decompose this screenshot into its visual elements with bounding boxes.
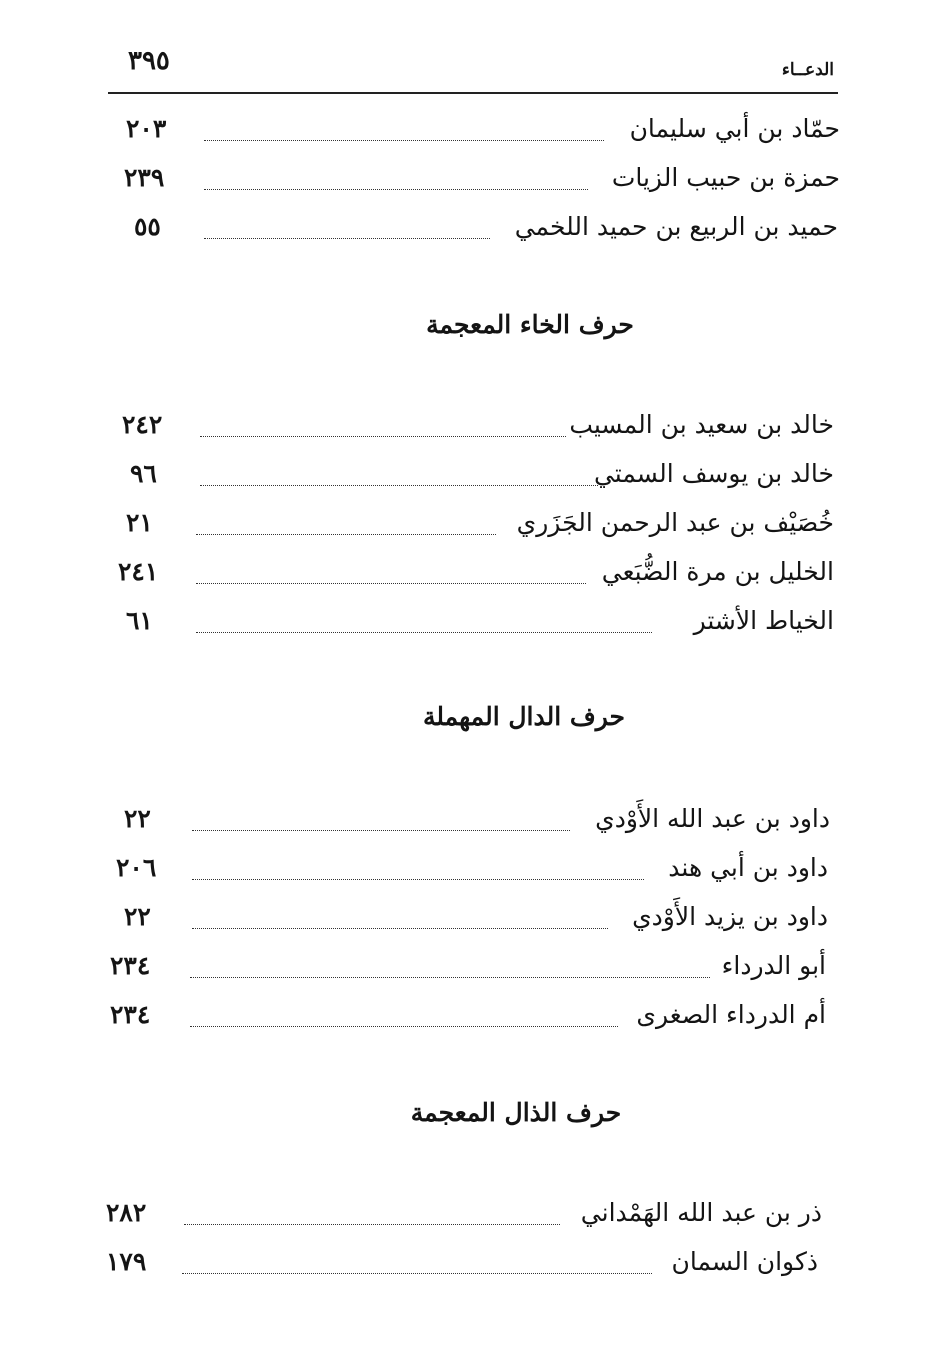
entry-page-number: ٢٨٢ — [106, 1198, 147, 1227]
leader-dots — [200, 436, 566, 437]
index-entry — [124, 804, 830, 844]
page-number: ٣٩٥ — [128, 46, 170, 76]
leader-dots — [192, 928, 608, 929]
entry-page-number: ٥٥ — [134, 212, 161, 241]
leader-dots — [190, 1026, 618, 1027]
entry-page-number: ٢٣٤ — [110, 951, 151, 980]
leader-dots — [196, 583, 586, 584]
leader-dots — [196, 632, 652, 633]
entry-page-number: ٢٢ — [124, 804, 151, 833]
leader-dots — [204, 189, 588, 190]
index-entry — [126, 508, 834, 548]
book-title: الدعــاء — [781, 60, 834, 80]
entry-name: أبو الدرداء — [721, 951, 826, 980]
entry-page-number: ٢٤٢ — [122, 410, 163, 439]
leader-dots — [184, 1224, 560, 1225]
entry-page-number: ٢٢ — [124, 902, 151, 931]
entry-name: ذكوان السمان — [671, 1247, 818, 1276]
entry-name: الخياط الأشتر — [693, 606, 834, 635]
entry-page-number: ٢٣٩ — [124, 163, 165, 192]
index-entry — [106, 1198, 822, 1238]
entry-name: خالد بن سعيد بن المسيب — [569, 410, 834, 439]
entry-name: داود بن عبد الله الأَوْدي — [595, 804, 830, 833]
entry-page-number: ٩٦ — [130, 459, 157, 488]
leader-dots — [192, 879, 644, 880]
section-heading: حرف الدال المهملة — [422, 702, 626, 731]
index-entry — [124, 163, 840, 203]
entry-page-number: ٢٤١ — [118, 557, 159, 586]
index-entry — [110, 1000, 826, 1040]
index-entry — [118, 557, 834, 597]
entry-name: حمّاد بن أبي سليمان — [629, 114, 840, 143]
index-entry — [110, 951, 826, 991]
entry-name: حميد بن الربيع بن حميد اللخمي — [514, 212, 838, 241]
entry-name: حمزة بن حبيب الزيات — [611, 163, 840, 192]
section-heading: حرف الخاء المعجمة — [426, 310, 634, 339]
entry-page-number: ٢١ — [126, 508, 153, 537]
index-entry — [124, 902, 828, 942]
index-entry — [134, 212, 838, 252]
leader-dots — [192, 830, 570, 831]
leader-dots — [204, 238, 490, 239]
index-entry — [126, 114, 840, 154]
entry-name: داود بن أبي هند — [668, 853, 828, 882]
leader-dots — [190, 977, 710, 978]
index-entry — [122, 410, 834, 450]
leader-dots — [182, 1273, 652, 1274]
index-entry — [106, 1247, 818, 1287]
leader-dots — [204, 140, 604, 141]
entry-name: الخليل بن مرة الضُّبَعي — [601, 557, 834, 586]
index-entry — [116, 853, 828, 893]
index-entry — [126, 606, 834, 646]
entry-name: داود بن يزيد الأَوْدي — [632, 902, 828, 931]
entry-name: خُصَيْف بن عبد الرحمن الجَزَري — [516, 508, 834, 537]
running-head — [108, 46, 838, 94]
entry-name: أم الدرداء الصغرى — [636, 1000, 826, 1029]
entry-page-number: ٢٠٣ — [126, 114, 167, 143]
entry-page-number: ٦١ — [126, 606, 153, 635]
entry-page-number: ١٧٩ — [106, 1247, 147, 1276]
entry-page-number: ٢٣٤ — [110, 1000, 151, 1029]
entry-page-number: ٢٠٦ — [116, 853, 157, 882]
entry-name: ذر بن عبد الله الهَمْداني — [580, 1198, 822, 1227]
section-heading: حرف الذال المعجمة — [410, 1098, 622, 1127]
leader-dots — [196, 534, 496, 535]
index-entry — [130, 459, 834, 499]
entry-name: خالد بن يوسف السمتي — [593, 459, 834, 488]
leader-dots — [200, 485, 598, 486]
